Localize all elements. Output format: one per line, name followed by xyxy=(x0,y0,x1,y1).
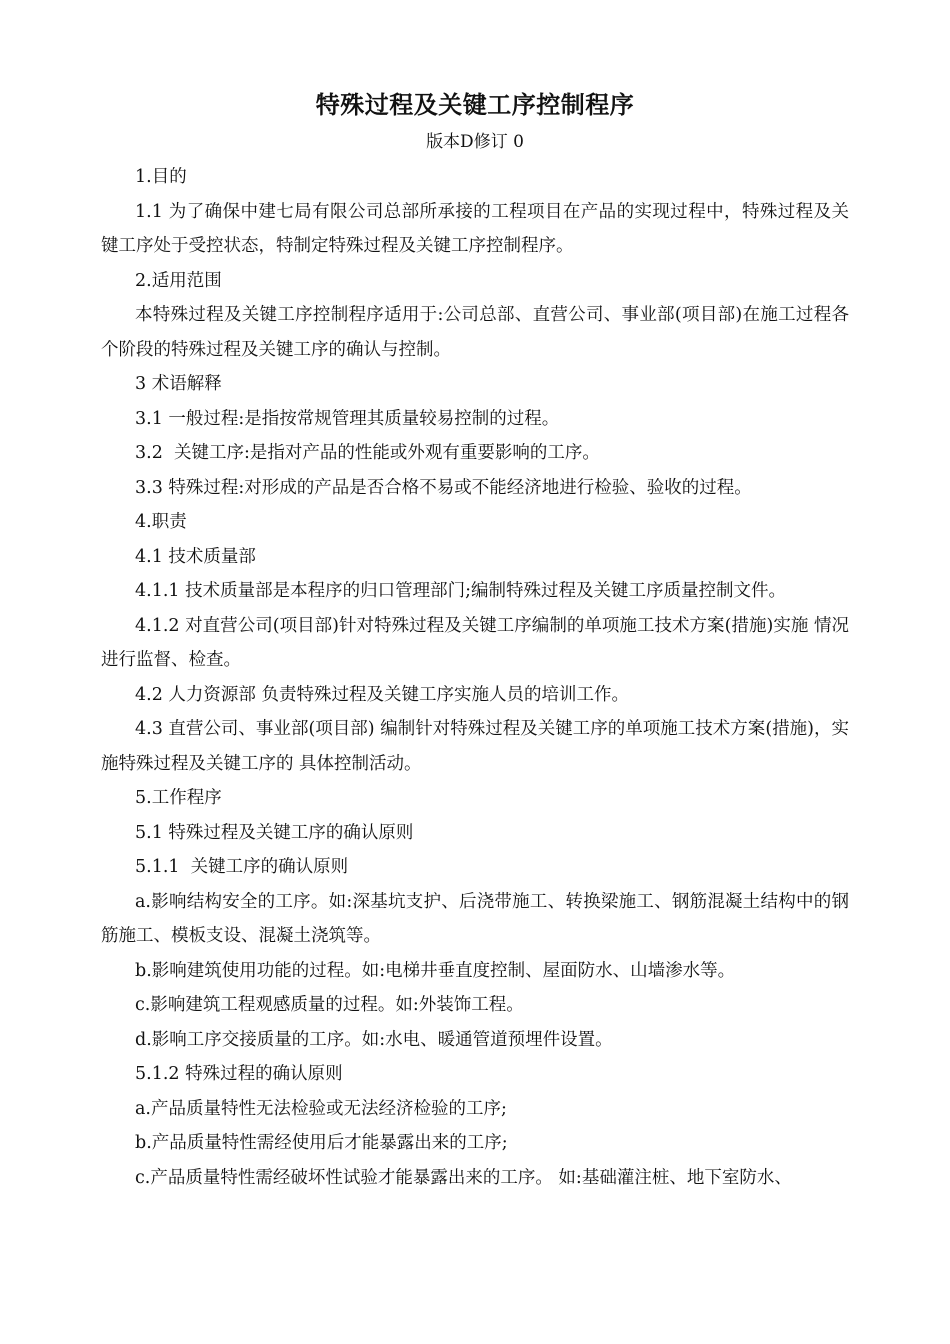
paragraph-1-1: 1.1 为了确保中建七局有限公司总部所承接的工程项目在产品的实现过程中，特殊过程及关键工序处于受控状态，特制定特殊过程及关键工序控制程序。 xyxy=(101,201,849,256)
paragraph-4-1-1: 4.1.1 技术质量部是本程序的归口管理部门;编制特殊过程及关键工序质量控制文件。 xyxy=(135,581,786,601)
section-heading-duties: 4.职责 xyxy=(135,512,187,532)
paragraph-scope: 本特殊过程及关键工序控制程序适用于:公司总部、直营公司、事业部(项目部)在施工过程各个阶段的特殊过程及关键工序的确认与控制。 xyxy=(101,305,849,360)
paragraph-4-3: 4.3 直营公司、事业部(项目部) 编制针对特殊过程及关键工序的单项施工技术方案(措施)，实施特殊过程及关键工序的 具体控制活动。 xyxy=(101,719,849,774)
document-body xyxy=(101,160,849,1195)
paragraph-4-2: 4.2 人力资源部 负责特殊过程及关键工序实施人员的培训工作。 xyxy=(135,684,629,705)
list-item-a-inspection: a.产品质量特性无法检验或无法经济检验的工序; xyxy=(135,1098,507,1119)
list-item-a-structure: a.影响结构安全的工序。如:深基坑支护、后浇带施工、转换梁施工、钢筋混凝土结构中的钢筋施工、模板支设、混凝土浇筑等。 xyxy=(101,891,849,946)
paragraph-4-1: 4.1 技术质量部 xyxy=(135,546,256,567)
section-heading-terms: 3 术语解释 xyxy=(135,374,222,394)
list-item-c-destructive: c.产品质量特性需经破坏性试验才能暴露出来的工序。 如:基础灌注桩、地下室防水、 xyxy=(135,1167,792,1188)
paragraph-5-1-1: 5.1.1 关键工序的确认原则 xyxy=(135,857,349,877)
paragraph-5-1-2: 5.1.2 特殊过程的确认原则 xyxy=(135,1064,343,1084)
section-heading-procedure: 5.工作程序 xyxy=(135,788,222,808)
paragraph-3-1: 3.1 一般过程:是指按常规管理其质量较易控制的过程。 xyxy=(135,408,560,429)
paragraph-3-2: 3.2 关键工序:是指对产品的性能或外观有重要影响的工序。 xyxy=(135,443,600,463)
list-item-c-appearance: c.影响建筑工程观感质量的过程。如:外装饰工程。 xyxy=(135,995,524,1015)
paragraph-4-1-2: 4.1.2 对直营公司(项目部)针对特殊过程及关键工序编制的单项施工技术方案(措施)实施 情况进行监督、检查。 xyxy=(101,615,849,670)
list-item-b-function: b.影响建筑使用功能的过程。如:电梯井垂直度控制、屋面防水、山墙渗水等。 xyxy=(135,960,736,981)
section-heading-scope: 2.适用范围 xyxy=(135,270,222,291)
paragraph-3-3: 3.3 特殊过程:对形成的产品是否合格不易或不能经济地进行检验、验收的过程。 xyxy=(135,477,752,498)
document-title: 特殊过程及关键工序控制程序 xyxy=(315,91,635,119)
version-label: 版本D修订 0 xyxy=(426,132,524,152)
paragraph-5-1: 5.1 特殊过程及关键工序的确认原则 xyxy=(135,822,414,843)
list-item-d-handover: d.影响工序交接质量的工序。如:水电、暖通管道预埋件设置。 xyxy=(135,1029,613,1050)
list-item-b-usage: b.产品质量特性需经使用后才能暴露出来的工序; xyxy=(135,1133,508,1153)
section-heading-purpose: 1.目的 xyxy=(135,167,187,187)
